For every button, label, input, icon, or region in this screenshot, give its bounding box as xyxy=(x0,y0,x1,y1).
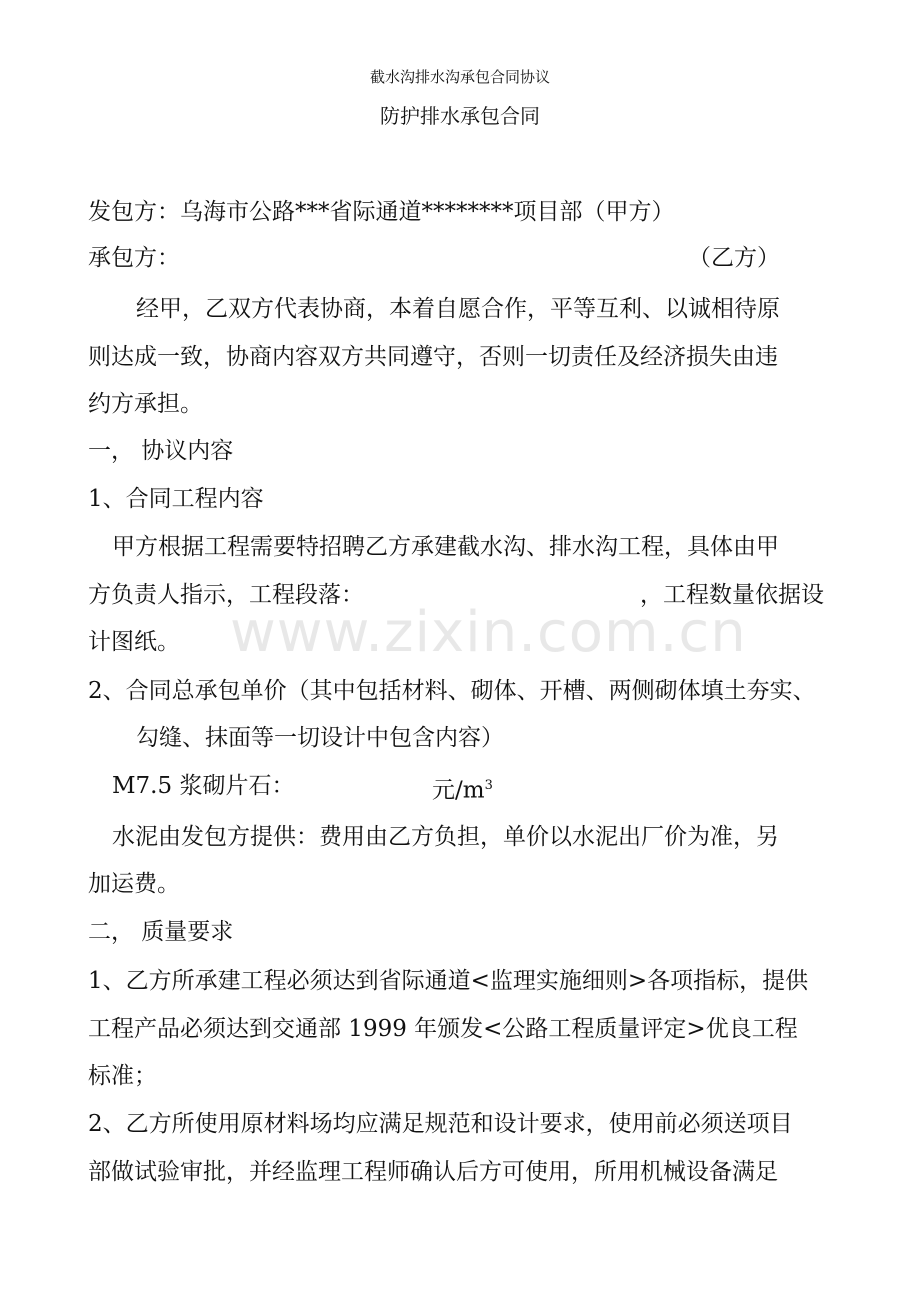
contractor-suffix: （乙方） xyxy=(688,245,780,271)
intro-line: 经甲，乙双方代表协商，本着自愿合作，平等互利、以诚相待原 xyxy=(136,296,780,322)
item-1-text-line: 甲方根据工程需要特招聘乙方承建截水沟、排水沟工程，具体由甲 xyxy=(112,534,779,560)
price-unit: 元$/m^3$ xyxy=(432,777,493,804)
cement-line: 水泥由发包方提供：费用由乙方负担，单价以水泥出厂价为准，另 xyxy=(112,824,779,850)
item-2-heading: 勾缝、抹面等一切设计中包含内容） xyxy=(136,725,504,751)
item-1-text-line: ，工程数量依据设 xyxy=(640,582,824,608)
contractor-label: 承包方： xyxy=(88,245,180,271)
intro-line: 则达成一致，协商内容双方共同遵守，否则一切责任及经济损失由违 xyxy=(88,344,778,370)
quality-item-2-line: 部做试验审批，并经监理工程师确认后方可使用，所用机械设备满足 xyxy=(88,1159,778,1185)
item-1-text-line: 计图纸。 xyxy=(88,629,180,655)
item-1-text-line: 方负责人指示，工程段落： xyxy=(88,582,364,608)
quality-item-1-line: 工程产品必须达到交通部 1999 年颁发<公路工程质量评定>优良工程 xyxy=(88,1016,798,1042)
quality-item-1-line: 1、乙方所承建工程必须达到省际通道<监理实施细则>各项指标，提供 xyxy=(88,968,809,994)
price-label: M7.5 浆砌片石： xyxy=(112,773,295,799)
section-2-heading: 二， 质量要求 xyxy=(88,919,234,945)
watermark: www.zixin.com.cn xyxy=(230,600,747,665)
price-unit-superscript: 3 xyxy=(484,778,493,793)
employer-line: 发包方：乌海市公路***省际通道********项目部（甲方） xyxy=(88,199,675,225)
quality-item-2-line: 2、乙方所使用原材料场均应满足规范和设计要求，使用前必须送项目 xyxy=(88,1111,793,1137)
cement-line: 加运费。 xyxy=(88,871,180,897)
quality-item-1-line: 标准； xyxy=(88,1063,157,1089)
document-title: 截水沟排水沟承包合同协议 xyxy=(369,68,550,86)
item-2-heading: 2、合同总承包单价（其中包括材料、砌体、开槽、两侧砌体填土夯实、 xyxy=(88,678,816,704)
section-1-heading: 一， 协议内容 xyxy=(88,438,234,464)
intro-line: 约方承担。 xyxy=(88,391,203,417)
document-subtitle: 防护排水承包合同 xyxy=(380,104,540,128)
item-1-heading: 1、合同工程内容 xyxy=(88,486,264,512)
